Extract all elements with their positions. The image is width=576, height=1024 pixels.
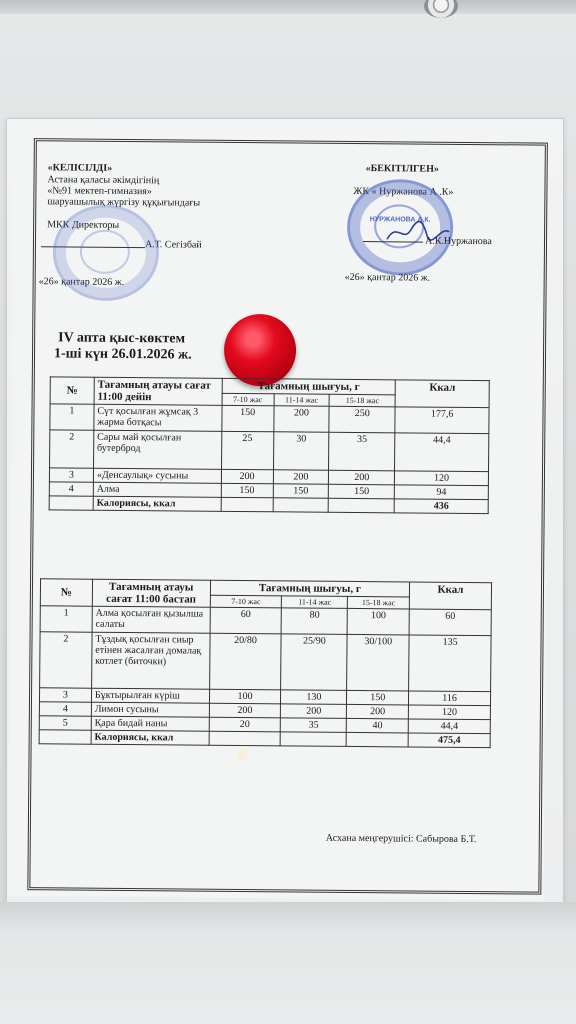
- row-number: 2: [50, 430, 94, 468]
- table-row: [40, 606, 491, 636]
- footer-signature: Асхана меңгерушісі: Сабырова Б.Т.: [325, 832, 477, 846]
- approval-right-date: «26» қантар 2026 ж.: [344, 271, 431, 284]
- age-group-header: 7-10 жас: [210, 595, 282, 608]
- yield-15-18: 150: [329, 484, 395, 499]
- age-group-header: 15-18 жас: [329, 394, 395, 407]
- yield-15-18: 100: [347, 608, 409, 635]
- dish-name: Қара бидай наны: [91, 716, 209, 731]
- dish-name: Тұздық қосылған сиыр етінен жасалған домалақ котлет (биточки): [91, 632, 209, 689]
- total-kcal: 436: [394, 499, 488, 514]
- approval-left-line3: шаруашылық жүргізу құқығындағы: [47, 196, 201, 209]
- kcal-value: 120: [395, 471, 489, 486]
- dish-name: Сары май қосылған бутерброд: [93, 430, 221, 469]
- row-number: 2: [40, 632, 92, 688]
- dish-name: Сүт қосылған жұмсақ 3 жарма ботқасы: [94, 404, 222, 431]
- approval-left-line1: Астана қаласы әкімдігінің: [47, 174, 160, 187]
- yield-11-14: 150: [273, 484, 329, 498]
- approval-right-heading: «БЕКІТІЛГЕН»: [365, 163, 439, 175]
- yield-11-14: 80: [282, 608, 348, 635]
- red-magnet-icon: [224, 314, 297, 387]
- yield-7-10: 60: [210, 607, 282, 634]
- col-header-dish: Тағамның атауы сағат 11:00 бастап: [92, 579, 210, 607]
- yield-15-18: 250: [329, 406, 395, 433]
- approval-left-date: «26» қантар 2026 ж.: [38, 276, 125, 288]
- age-group-header: 11-14 жас: [274, 394, 330, 406]
- total-label: Калориясы, ккал: [93, 496, 221, 511]
- kcal-value: 177,6: [395, 407, 489, 434]
- row-number: 1: [40, 606, 92, 632]
- dish-name: Алма: [93, 482, 221, 497]
- approval-left-line4: МКК Директоры: [47, 219, 120, 231]
- kcal-value: 94: [394, 485, 488, 500]
- approval-left-heading: «КЕЛІСІЛДІ»: [47, 162, 113, 174]
- yield-7-10: 25: [221, 431, 273, 469]
- dish-name: «Денсаулық» сусыны: [93, 468, 221, 483]
- dish-name: Бұктырылған күріш: [91, 688, 209, 703]
- stamp-inner-ring: [80, 230, 130, 274]
- kcal-value: 120: [408, 705, 490, 720]
- menu-week-title: IV апта қыс-көктем: [58, 330, 186, 347]
- stamp-left-icon: [52, 204, 159, 301]
- kcal-value: 135: [409, 635, 491, 692]
- menu-document: [7, 126, 550, 901]
- yield-11-14: 130: [281, 690, 347, 705]
- yield-15-18: 35: [329, 432, 395, 471]
- yield-11-14: 200: [281, 704, 347, 719]
- yield-7-10: 150: [221, 483, 273, 497]
- menu-day-title: 1-ші күн 26.01.2026 ж.: [53, 346, 192, 363]
- dish-name: Лимон сусыны: [91, 702, 209, 717]
- yield-7-10: 20: [209, 717, 281, 732]
- table-row: [40, 632, 491, 692]
- approval-right-signer: А.К.Нуржанова: [424, 235, 492, 248]
- row-number: 1: [50, 404, 94, 430]
- yield-15-18: 150: [347, 690, 409, 705]
- total-kcal: 475,4: [408, 733, 490, 748]
- yield-7-10: 200: [209, 703, 281, 718]
- approval-right-line1: ЖК « Нуржанова А .К»: [353, 185, 454, 198]
- menu-table-after-11: [39, 578, 492, 748]
- yield-7-10: 150: [221, 405, 273, 431]
- yield-11-14: 30: [273, 432, 329, 470]
- yield-7-10: 20/80: [209, 633, 281, 690]
- board-surface: [0, 902, 576, 1024]
- kcal-value: 44,4: [408, 719, 490, 734]
- table-row: [50, 404, 489, 434]
- kcal-value: 44,4: [395, 433, 489, 472]
- age-group-header: 7-10 жас: [222, 393, 274, 405]
- kcal-value: 116: [409, 691, 491, 706]
- col-header-number: №: [50, 377, 94, 404]
- row-number: 3: [49, 468, 93, 482]
- age-group-header: 11-14 жас: [282, 596, 348, 609]
- col-header-kcal: Ккал: [409, 582, 491, 610]
- stamp-right-text: НУРЖАНОВА А.К.: [369, 216, 431, 224]
- approval-left-line2: «№91 мектеп-гимназия»: [47, 185, 152, 198]
- approval-left-signer: А.Т. Сегізбай: [144, 239, 202, 251]
- age-group-header: 15-18 жас: [348, 596, 410, 609]
- yield-15-18: 200: [329, 470, 395, 485]
- yield-15-18: 200: [347, 704, 409, 719]
- menu-table-before-11: [49, 376, 490, 514]
- col-header-kcal: Ккал: [395, 380, 489, 408]
- yield-11-14: 35: [281, 718, 347, 733]
- row-number: 4: [49, 482, 93, 496]
- yield-11-14: 200: [273, 470, 329, 484]
- yield-11-14: 200: [273, 406, 329, 432]
- col-header-yield: Тағамның шығуы, г: [210, 580, 410, 597]
- dish-name: Алма қосылған қызылша салаты: [92, 606, 210, 633]
- yield-11-14: 25/90: [281, 634, 347, 691]
- table-row: [50, 430, 489, 472]
- kcal-value: 60: [409, 609, 491, 636]
- col-header-number: №: [40, 579, 92, 606]
- top-frame-strip: [0, 0, 576, 14]
- yield-7-10: 100: [209, 689, 281, 704]
- row-number: 3: [39, 688, 91, 702]
- total-label: Калориясы, ккал: [91, 730, 209, 745]
- row-number: 4: [39, 702, 91, 716]
- row-number: 5: [39, 716, 91, 730]
- yield-15-18: 30/100: [347, 634, 409, 691]
- col-header-dish: Тағамның атауы сағат 11:00 дейін: [94, 377, 222, 405]
- yield-15-18: 40: [347, 718, 409, 733]
- yield-7-10: 200: [221, 469, 273, 483]
- col-header-yield: Тағамның шығуы, г: [222, 378, 396, 395]
